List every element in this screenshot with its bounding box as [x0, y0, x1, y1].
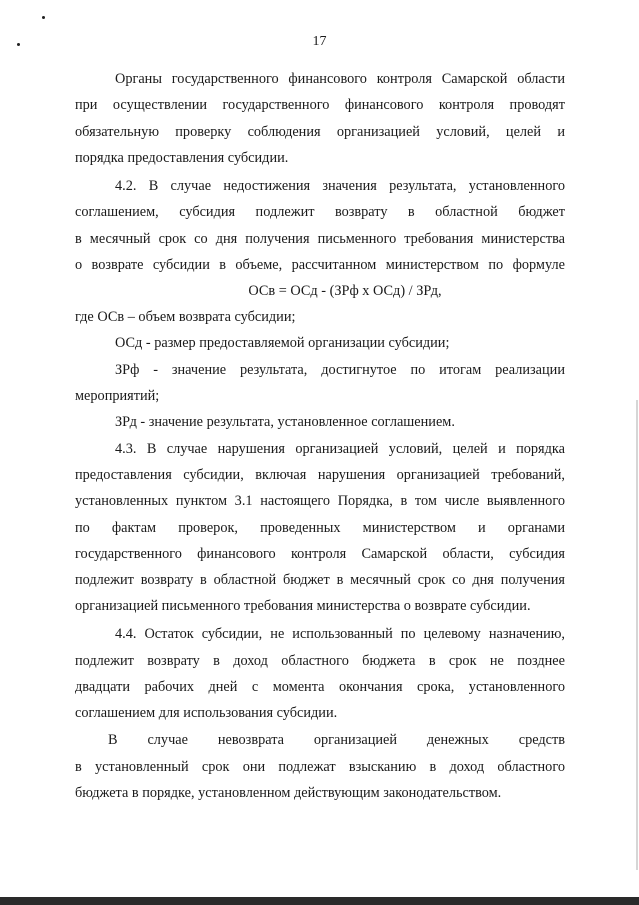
- text-line: подлежит возврату в доход областного бюджета в срок не позднее: [75, 653, 565, 669]
- text-line: бюджета в порядке, установленном действующим законодательством.: [75, 785, 502, 801]
- text-line: предоставления субсидии, включая нарушения организацией требований,: [75, 467, 565, 483]
- text-line: где ОСв – объем возврата субсидии;: [75, 309, 296, 325]
- text-line: порядка предоставления субсидии.: [75, 150, 289, 166]
- text-line: соглашением для использования субсидии.: [75, 705, 338, 721]
- scan-speck-1: [42, 16, 45, 19]
- text-line: в месячный срок со дня получения письменного требования министерства: [75, 231, 565, 247]
- text-line: В случае невозврата организацией денежных средств: [108, 732, 565, 748]
- text-line: мероприятий;: [75, 388, 160, 404]
- text-line: установленных пунктом 3.1 настоящего Порядка, в том числе выявленного: [75, 493, 565, 509]
- text-line: 4.3. В случае нарушения организацией условий, целей и порядка: [115, 441, 565, 457]
- text-line: двадцати рабочих дней с момента окончания срока, установленного: [75, 679, 565, 695]
- text-line: ЗРф - значение результата, достигнутое по итогам реализации: [115, 362, 565, 378]
- text-line: о возврате субсидии в объеме, рассчитанном министерством по формуле: [75, 257, 565, 273]
- text-line: Органы государственного финансового контроля Самарской области: [115, 71, 565, 87]
- text-line: обязательную проверку соблюдения организацией условий, целей и: [75, 124, 565, 140]
- text-line: по фактам проверок, проведенных министерством и органами: [75, 520, 565, 536]
- text-line: при осуществлении государственного финансового контроля проводят: [75, 97, 565, 113]
- text-line: соглашением, субсидия подлежит возврату в областной бюджет: [75, 204, 565, 220]
- text-line: 4.2. В случае недостижения значения результата, установленного: [115, 178, 565, 194]
- text-line: ЗРд - значение результата, установленное соглашением.: [115, 414, 455, 430]
- page-number: 17: [312, 34, 327, 49]
- scan-bottom-edge: [0, 897, 639, 905]
- text-line: 4.4. Остаток субсидии, не использованный по целевому назначению,: [115, 626, 565, 642]
- text-line: организацией письменного требования министерства о возврате субсидии.: [75, 598, 531, 614]
- text-line: в установленный срок они подлежат взысканию в доход областного: [75, 759, 565, 775]
- formula: ОСв = ОСд - (ЗРф х ОСд) / ЗРд,: [248, 283, 442, 299]
- text-line: подлежит возврату в областной бюджет в месячный срок со дня получения: [75, 572, 565, 588]
- text-line: ОСд - размер предоставляемой организации субсидии;: [115, 335, 450, 351]
- text-line: государственного финансового контроля Самарской области, субсидия: [75, 546, 565, 562]
- scan-edge-line: [636, 400, 638, 870]
